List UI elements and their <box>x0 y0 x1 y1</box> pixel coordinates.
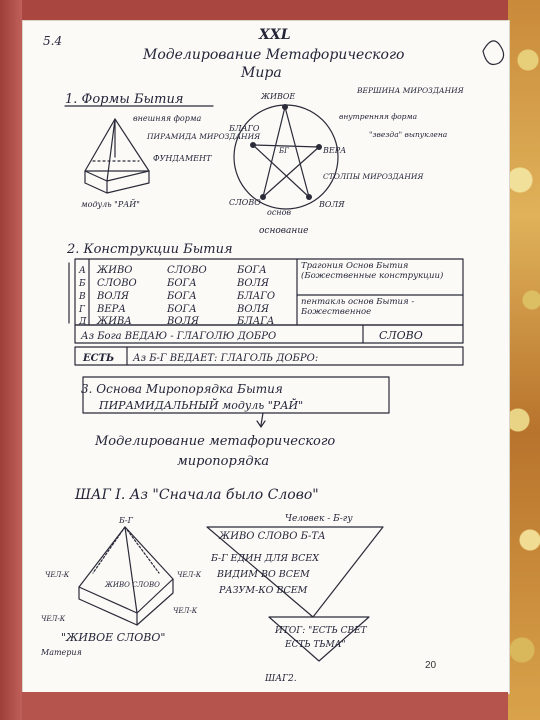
az-bg-line: Аз Б-Г ВЕДАЕТ: ГЛАГОЛЬ ДОБРО: <box>133 353 319 364</box>
step1-heading: ШАГ I. Аз "Сначала было Слово" <box>75 487 319 503</box>
table-cell: СЛОВО <box>97 278 137 289</box>
total-line1: ИТОГ: "ЕСТЬ СВЕТ <box>275 626 367 636</box>
inner-form-label: внутренняя форма <box>339 112 418 121</box>
star-bottom-left-label: СЛОВО <box>229 198 261 207</box>
table-cell: СЛОВО <box>167 265 207 276</box>
table-cell: ВОЛЯ <box>167 316 199 327</box>
star-center-label: БГ <box>279 147 289 155</box>
step-top-right1: Человек - Б-гу <box>285 514 353 524</box>
ink-blot-icon <box>483 41 504 65</box>
pyr-right-label2: ЧЕЛ-К <box>173 607 198 615</box>
section4-title2: миропорядка <box>177 454 270 469</box>
pyr-right-label1: ЧЕЛ-К <box>177 571 202 579</box>
section3-line2: ПИРАМИДАЛЬНЫЙ модуль "РАЙ" <box>99 399 304 412</box>
row-letter-g: Г <box>79 305 85 315</box>
table-cell: ВОЛЯ <box>237 304 269 315</box>
star-foundation-label: основание <box>259 226 309 236</box>
handwritten-page <box>22 20 510 694</box>
pyramid-drawing <box>85 119 149 193</box>
slide-left-strip <box>0 0 22 720</box>
page-number-label: 5.4 <box>43 34 63 48</box>
table-cell: БОГА <box>167 304 197 315</box>
pyr-top-label: Б-Г <box>119 516 133 525</box>
star-type-label: "звезда" выпуклена <box>369 130 448 139</box>
table-cell: БОГА <box>167 291 197 302</box>
row-letter-b: Б <box>79 279 86 289</box>
down-arrow-icon <box>257 413 265 427</box>
table-right-top: Трагония Основ Бытия (Божественные конструкции) <box>301 261 444 281</box>
base-module-label: модуль "РАЙ" <box>81 200 140 209</box>
decorative-floral-panel <box>508 0 540 720</box>
slide-top-bar <box>22 0 508 20</box>
star-bottom-label: основ <box>267 208 292 217</box>
table-cell: ВЕРА <box>97 304 126 315</box>
row-letter-d: Д <box>79 317 87 327</box>
living-word-label: "ЖИВОЕ СЛОВО" <box>61 631 166 644</box>
table-cell: ЖИВА <box>97 316 132 327</box>
table-right-bottom: пентакль основ Бытия - Божественное <box>301 297 415 317</box>
slide-number: 20 <box>425 660 437 671</box>
matter-label: Материя <box>41 648 82 657</box>
star-left-label: БЛАГО <box>229 124 260 133</box>
page-title-line1: Моделирование Метафорического <box>143 47 405 63</box>
section1-heading: 1. Формы Бытия <box>65 92 184 107</box>
total-line2: ЕСТЬ ТЬМА" <box>285 640 346 650</box>
star-bottom-right-label: ВОЛЯ <box>319 200 345 209</box>
handwriting-canvas <box>23 21 509 693</box>
slide-bottom-band <box>22 692 508 720</box>
star-top-left-label: ЖИВОЕ <box>261 92 296 101</box>
table-cell: БЛАГА <box>237 316 275 327</box>
foundation-label: ФУНДАМЕНТ <box>153 154 212 163</box>
table-cell: ВОЛЯ <box>97 291 129 302</box>
section2-heading: 2. Конструкции Бытия <box>67 242 233 257</box>
page-title-line2: Мира <box>241 65 282 81</box>
pyramid-label: ПИРАМИДА МИРОЗДАНИЯ <box>147 132 261 141</box>
word-cell: СЛОВО <box>379 329 423 342</box>
pillars-label: СТОЛПЫ МИРОЗДАНИЯ <box>323 172 424 181</box>
step2-label: ШАГ2. <box>265 674 297 684</box>
pyr-left-label2: ЧЕЛ-К <box>41 615 66 623</box>
step-pyramid-drawing <box>79 527 173 625</box>
table-cell: ВОЛЯ <box>237 278 269 289</box>
est-cell: ЕСТЬ <box>83 353 115 364</box>
star-drawing <box>234 104 338 209</box>
section3-line1: 3. Основа Миропорядка Бытия <box>81 382 283 396</box>
row-letter-v: В <box>79 292 86 302</box>
step-right-line3: РАЗУМ-КО ВСЕМ <box>219 585 308 596</box>
row-letter-a: А <box>79 266 86 276</box>
size-label: XXL <box>259 27 291 43</box>
pyr-left-label1: ЧЕЛ-К <box>45 571 70 579</box>
step-right-line1: Б-Г ЕДИН ДЛЯ ВСЕХ <box>211 553 320 564</box>
pyr-inner-label: ЖИВО СЛОВО <box>105 581 160 589</box>
star-right-label: ВЕРА <box>323 146 347 155</box>
knowledge-line: Аз Бога ВЕДАЮ - ГЛАГОЛЮ ДОБРО <box>81 331 277 342</box>
table-cell: БОГА <box>237 265 267 276</box>
section4-title1: Моделирование метафорического <box>95 434 336 449</box>
table-cell: БЛАГО <box>237 291 276 302</box>
table-cell: ЖИВО <box>97 265 133 276</box>
table-cell: БОГА <box>167 278 197 289</box>
outer-form-label: внешняя форма <box>133 114 202 123</box>
step-right-line2: ВИДИМ ВО ВСЕМ <box>217 569 310 580</box>
step-top-right2: ЖИВО СЛОВО Б-ТА <box>219 531 326 542</box>
star-top-right-label: ВЕРШИНА МИРОЗДАНИЯ <box>357 86 464 95</box>
